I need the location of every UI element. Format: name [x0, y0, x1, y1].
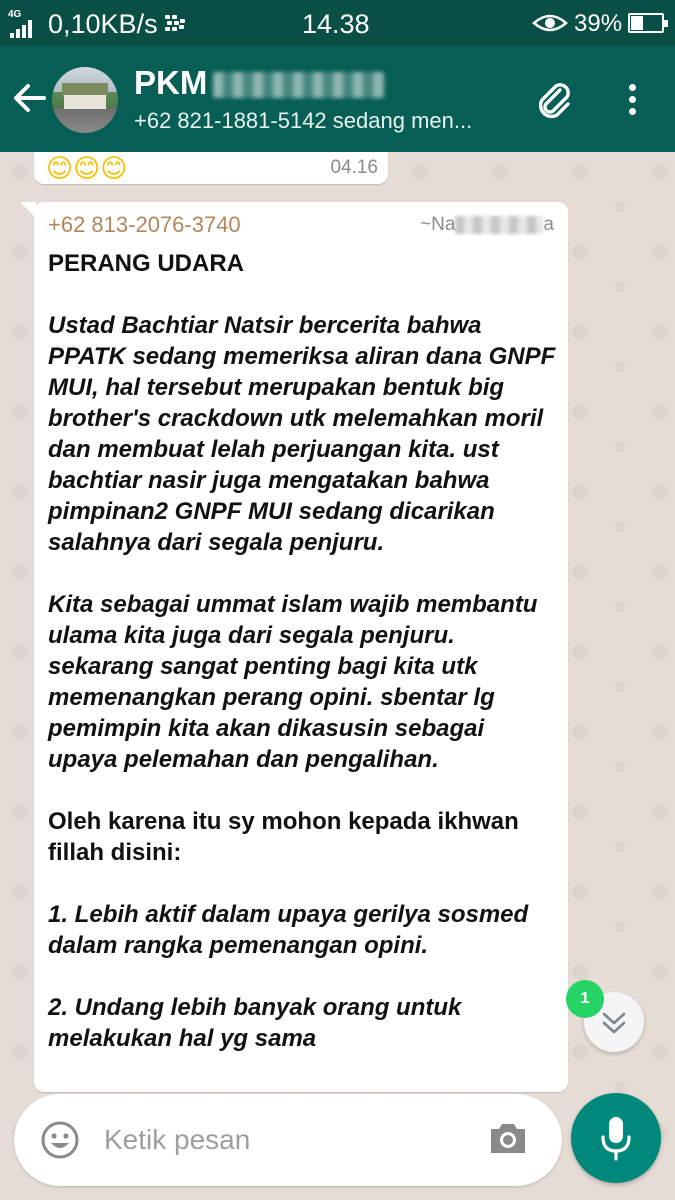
message-list-item: 1. Lebih aktif dalam upaya gerilya sosmed dalam rangka pemenangan opini.	[48, 901, 529, 959]
sender-phone[interactable]: +62 813-2076-3740	[48, 212, 241, 237]
signal-icon	[10, 20, 32, 38]
emoji-content: 😊😊😊	[46, 153, 128, 183]
battery-level-fill	[631, 16, 643, 30]
message-paragraph: Ustad Bachtiar Natsir bercerita bahwa PPATK sedang memeriksa aliran dana GNPF MUI, hal tersebut merupakan bentuk big brother's crackdown utk melemahkan moril dan membuat lelah perjuangan kita. ust bachtiar nasir juga mengatakan bahwa pimpinan2 GNPF MUI sedang dicarikan salahnya dari segala penjuru.	[48, 312, 556, 556]
chat-header	[0, 46, 675, 152]
double-chevron-down-icon	[601, 1010, 627, 1036]
chat-area[interactable]	[0, 152, 675, 1200]
redacted-name	[455, 216, 543, 234]
chat-subtitle: +62 821-1881-5142 sedang men...	[134, 108, 473, 133]
more-vert-icon[interactable]	[622, 78, 642, 122]
sender-name: ~Na a	[420, 214, 554, 235]
network-type: 4G	[8, 9, 22, 20]
message-text	[48, 248, 558, 1054]
message-composer	[14, 1094, 562, 1186]
message-input[interactable]	[104, 1116, 464, 1164]
camera-icon[interactable]	[488, 1120, 528, 1156]
avatar[interactable]	[52, 67, 118, 133]
eye-comfort-icon	[532, 12, 568, 34]
message-time: 04.16	[330, 157, 378, 178]
message-list-item: 2. Undang lebih banyak orang untuk melakukan hal yg sama	[48, 994, 462, 1052]
previous-message-bubble[interactable]	[34, 152, 388, 184]
paperclip-icon[interactable]	[532, 78, 576, 122]
emoji-icon[interactable]	[40, 1120, 80, 1160]
clock: 14.38	[302, 9, 370, 39]
unread-count-badge: 1	[566, 980, 604, 1018]
message-paragraph: Kita sebagai ummat islam wajib membantu ulama kita juga dari segala penjuru. sekarang sangat penting bagi kita utk memenangkan perang opini. sbentar lg pemimpin kita akan dikasusin sebagai upaya pelemahan dan pengalihan.	[48, 591, 538, 773]
message-bubble[interactable]	[34, 202, 568, 1092]
arrow-back-icon[interactable]	[10, 79, 48, 117]
voice-record-button[interactable]	[571, 1093, 661, 1183]
battery-percent: 39%	[574, 10, 623, 37]
mic-icon	[598, 1115, 634, 1161]
battery-icon	[628, 13, 664, 33]
bbm-icon	[164, 13, 186, 33]
chat-title[interactable]: PKM	[134, 64, 385, 102]
network-speed: 0,10KB/s	[48, 9, 158, 39]
message-paragraph: Oleh karena itu sy mohon kepada ikhwan fillah disini:	[48, 808, 519, 866]
message-heading: PERANG UDARA	[48, 250, 245, 277]
status-bar	[0, 0, 675, 46]
redacted-title	[213, 72, 385, 98]
